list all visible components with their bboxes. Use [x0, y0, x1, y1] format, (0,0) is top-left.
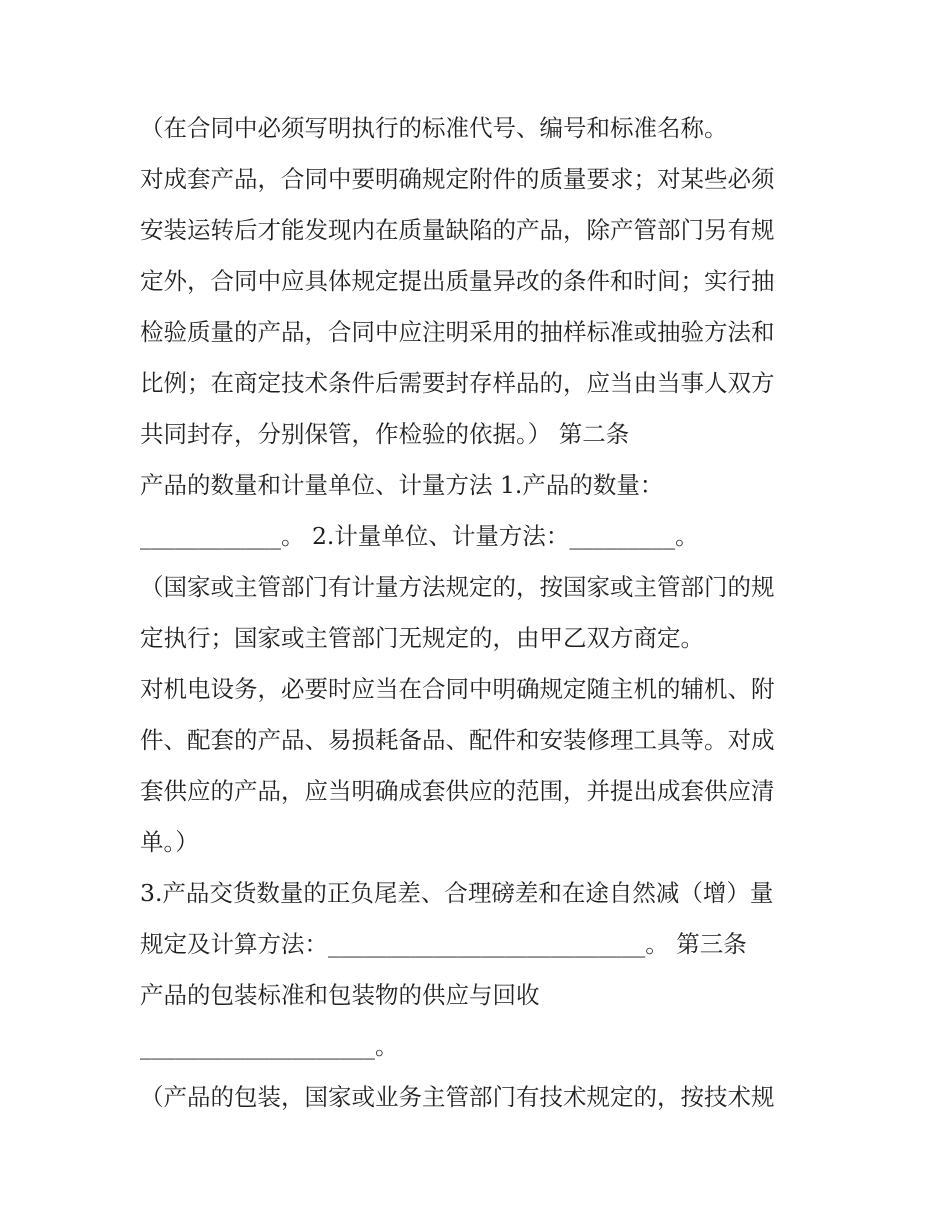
text-line: 共同封存，分别保管，作检验的依据。） 第二条: [140, 420, 630, 448]
text-line: 定执行；国家或主管部门无规定的，由甲乙双方商定。: [140, 624, 704, 652]
text-line: 产品的数量和计量单位、计量方法 1.产品的数量：: [140, 471, 664, 499]
text-line: 对机电设务，必要时应当在合同中明确规定随主机的辅机、附: [140, 675, 775, 703]
text-line: 规定及计算方法：___________________________。 第三条: [140, 930, 747, 958]
text-line: ____________。 2.计量单位、计量方法：_________。: [140, 522, 699, 550]
text-line: 安装运转后才能发现内在质量缺陷的产品，除产管部门另有规: [140, 216, 775, 244]
text-line: 产品的包装标准和包装物的供应与回收: [140, 981, 540, 1009]
text-line: 3.产品交货数量的正负尾差、合理磅差和在途自然减（增）量: [140, 879, 774, 907]
text-line: 检验质量的产品，合同中应注明采用的抽样标准或抽验方法和: [140, 318, 775, 346]
text-line: （国家或主管部门有计量方法规定的，按国家或主管部门的规: [140, 573, 775, 601]
text-line: （产品的包装，国家或业务主管部门有技术规定的，按技术规: [140, 1083, 775, 1111]
text-line: 比例；在商定技术条件后需要封存样品的，应当由当事人双方: [140, 369, 775, 397]
text-line: （在合同中必须写明执行的标准代号、编号和标准名称。: [140, 114, 728, 142]
text-line: ____________________。: [140, 1032, 399, 1060]
text-line: 对成套产品，合同中要明确规定附件的质量要求；对某些必须: [140, 165, 775, 193]
text-line: 套供应的产品，应当明确成套供应的范围，并提出成套供应清: [140, 777, 775, 805]
text-line: 单。）: [140, 828, 199, 856]
contract-text: [140, 103, 820, 1123]
text-line: 件、配套的产品、易损耗备品、配件和安装修理工具等。对成: [140, 726, 775, 754]
text-line: 定外，合同中应具体规定提出质量异改的条件和时间；实行抽: [140, 267, 775, 295]
